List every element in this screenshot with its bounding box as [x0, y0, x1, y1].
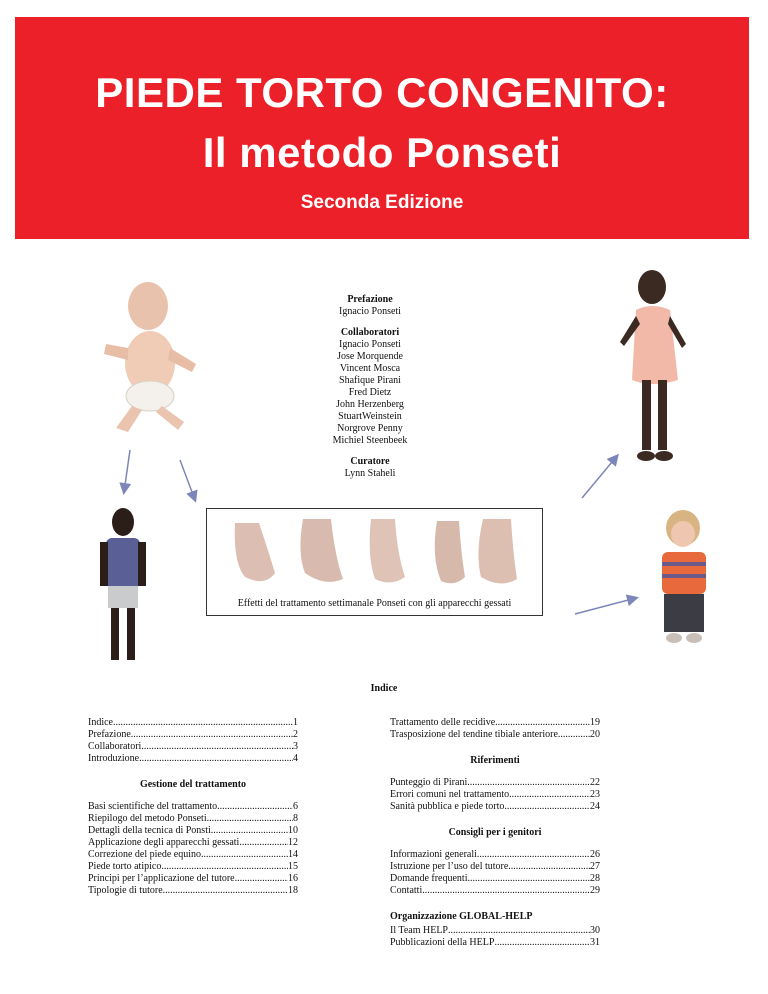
contributor-name: Norgrove Penny: [337, 423, 403, 434]
toc-entry[interactable]: Correzione del piede equino ..... 14: [88, 849, 298, 861]
contributor-name: Jose Morquende: [337, 351, 403, 362]
toc-entry[interactable]: Basi scientifiche del trattamento ..... 6: [88, 801, 298, 813]
contributor-name: Fred Dietz: [348, 387, 392, 398]
toc-entry[interactable]: Dettagli della tecnica di Ponsti ..... 10: [88, 825, 298, 837]
toc-entry[interactable]: Trasposizione del tendine tibiale anteriore ..... 20: [390, 729, 600, 741]
toc-entry[interactable]: Collaboratori ..... 3: [88, 741, 298, 753]
toc-entry[interactable]: Tipologie di tutore ..... 18: [88, 885, 298, 897]
toc-entry[interactable]: Trattamento delle recidive ..... 19: [390, 717, 600, 729]
title-line-1: PIEDE TORTO CONGENITO:: [95, 69, 669, 116]
toc-entry[interactable]: Contatti ..... 29: [390, 885, 600, 897]
toc-entry[interactable]: Applicazione degli apparecchi gessati ..... 12: [88, 837, 298, 849]
toc-entry[interactable]: Piede torto atipico ..... 15: [88, 861, 298, 873]
contributor-name: Shafique Pirani: [339, 375, 401, 386]
section-heading-management: Gestione del trattamento: [139, 779, 247, 790]
section-heading-organization: Organizzazione GLOBAL-HELP: [390, 911, 533, 922]
preface-heading: Prefazione: [347, 294, 393, 305]
toc-entry[interactable]: Errori comuni nel trattamento ..... 23: [390, 789, 600, 801]
credits-block: [250, 294, 490, 480]
toc-entry[interactable]: Domande frequenti ..... 28: [390, 873, 600, 885]
toc-entry[interactable]: Il Team HELP ..... 30: [390, 925, 600, 937]
contributor-name: StuartWeinstein: [338, 411, 402, 422]
editor-heading: Curatore: [350, 456, 390, 467]
toc-entry[interactable]: Informazioni generali ..... 26: [390, 849, 600, 861]
photo-caption: Effetti del trattamento settimanale Ponseti con gli apparecchi gessati: [237, 598, 512, 609]
toc-entry[interactable]: Principi per l’applicazione del tutore ..... 16: [88, 873, 298, 885]
preface-author: Ignacio Ponseti: [339, 306, 401, 317]
toc-entry[interactable]: Prefazione ..... 2: [88, 729, 298, 741]
editor-name: Lynn Staheli: [344, 468, 396, 479]
index-title: Indice: [370, 683, 398, 694]
toc-entry[interactable]: Riepilogo del metodo Ponseti ..... 8: [88, 813, 298, 825]
toc-entry[interactable]: Istruzione per l’uso del tutore ..... 27: [390, 861, 600, 873]
edition-subtitle: Seconda Edizione: [300, 192, 464, 213]
contributor-name: Ignacio Ponseti: [339, 339, 401, 350]
toc-entry[interactable]: Indice ..... 1: [88, 717, 298, 729]
contributor-name: Vincent Mosca: [339, 363, 401, 374]
title-line-2: Il metodo Ponseti: [202, 129, 562, 176]
treatment-photo-box: [206, 508, 543, 616]
contributors-heading: Collaboratori: [340, 327, 400, 338]
contributor-name: Michiel Steenbeek: [332, 435, 408, 446]
toc-entry[interactable]: Pubblicazioni della HELP ..... 31: [390, 937, 600, 949]
toc-entry[interactable]: Punteggio di Pirani ..... 22: [390, 777, 600, 789]
toc-entry[interactable]: Sanità pubblica e piede torto ..... 24: [390, 801, 600, 813]
toc-entry[interactable]: Introduzione ..... 4: [88, 753, 298, 765]
index-column-right: [390, 717, 600, 949]
index-column-left: [88, 717, 298, 897]
contributor-name: John Herzenberg: [336, 399, 404, 410]
feet-series-photo: [225, 513, 525, 591]
section-heading-parents: Consigli per i genitori: [448, 827, 542, 838]
section-heading-references: Riferimenti: [470, 755, 520, 766]
